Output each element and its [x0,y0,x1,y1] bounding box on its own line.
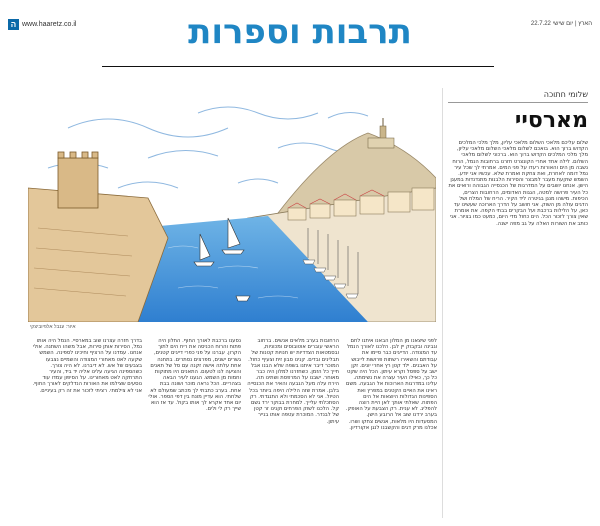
column-divider [442,88,443,518]
dateline: הארץ | יום שישי 22.7.22 [530,21,592,27]
illustration-credit: איור: ענבל אלפיוביצקי [30,324,76,330]
text-column-2: לפני שיצאנו מן המלון הבאנו איתנו לחם וגבינה ובקבוק יין לבן. הלכנו לאורך הנמל עד המצודה. הדייגים כבר סיימו את עבודתם והשאירו רשתות פרושות לייבוש על האבנים. ילד קטן רץ אחרי יונים. זקן ישב על ספסל וקרא עיתון. הכל היה שקט כל כך, כאילו העיר עצרה את נשימתה. עלינו במדרגות הארוכות אל הגבעה. משם ראינו את האיים הקטנים במפרץ ואת הספינות הגדולות היוצאות אל הים הפתוח. שאלתי אותך לאן היית רוצה להפליג. לא ענית. רק הצבעת על האופק. בערב ירדנו שוב אל הרובע הישן. המסעדות היו מלאות, אנשים צחקו ושרו. אכלנו מרק דגים והקשבנו לנגן אקורדיון. [345,338,437,431]
haaretz-logo-icon: ה [8,19,19,30]
column-heading: שלומי חתוכה [543,90,588,99]
text-column-3: הרחובות בערב מלאים אנשים. ברחוב הראשי עוברים אוטובוסים ומכוניות, ובסמטאות הצדדיות יש חנויות קטנות של תבלינים ובדים. קנינו סבון זית וצעיף כחול. המוכר דיבר איתנו בשפה שלא הבנו אבל חייך כל הזמן. כשחזרנו למלון היה כבר מאוחר. ישבנו על המרפסת ושתינו תה. הירח עלה מעל הגבעה והאיר את הכנסייה בלבן. אמרת שזה הלילה היפה ביותר בכל הטיול. אני לא הסכמתי ולא התנגדתי. רק הסתכלתי עלייך. למחרת בבוקר ירד גשם קל. הלכנו לשוק הפרחים וקנינו זר קטן של לבנדר. המוכרת עטפה אותו בנייר עיתון. [247,338,339,425]
text-column-5: בדרך חזרה עצרנו שוב במארסיי. הנמל היה אותו נמל, הסירות אותן סירות, אבל משהו השתנה. אולי אנחנו. עמדנו על הרציף וחיכינו לספינה. השמש שקעה לאט מאחורי המצודה והשמיים נצבעו בצבעים של אש. לא דיברנו. לא היה צורך. כשהספינה הגיעה עלינו אליה יד ביד, והעיר התרחקה לאט מאחורינו. על הסיפון עמדו עוד נוסעים שצילמו את האורות הנדלקים לאורך החוף. אני לא צילמתי. רציתי לזכור את זה רק בעיניים. [32,338,142,394]
text-column-right: שלום עליכם מלאכי השלום מלאכי עליון, מלך מלכי המלכים הקדוש ברוך הוא. בואכם לשלום מלאכי השלום מלאכי עליון, מלך מלכי המלכים הקדוש ברוך הוא. ברכוני לשלום מלאכי השלום. לילה אחד אחרי הקונצרט חזרנו ברחובות הנמל, הרוח נשבה מן הים והאורות רעדו על פני המים. אמרתי לך שכל עיר נמל דומה לאחרת, ואת צחקת ואמרת שלא. עכשיו אני יודע. השמש שוקעת מעבר למבצר והסירות הלבנות מתנדנדות במעגן הישן. אנחנו יושבים על המדרגות של הכנסייה הגבוהה ורואים את כל העיר פרושה למטה, הגגות האדומים, הרחובות הצרים, הכיפות. מישהו מנגן בגיטרה ליד הקיר. הריח של המלח ושל הדגים עולה מן השוק. אני חושב על הדרך הארוכה שעשינו עד כאן, על הלילות ברכבת ועל הבקרים בבתי הקפה. את אומרת שאין צורך לזכור הכל. הים כחול מדי היום, כמעט כמו בציור. אני כותב את השורות האלה על גב מפה ישנה. [448,140,588,227]
marseille-harbor-illustration [28,88,436,322]
site-url-text: www.haaretz.co.il [22,20,77,28]
site-url[interactable] [8,18,118,30]
poem-title: מארסיי [514,108,588,133]
section-title: תרבות וספרות [188,12,412,52]
header-rule [102,66,494,67]
text-column-4: נסענו ברכבת לאורך החוף. החלון היה פתוח והרוח הכניסה את ריח הים לתוך הקרון. עברנו על פני כפרי דייגים קטנים, גשרים ישנים, מפרצים נסתרים. בתחנה אחת עלתה אישה זקנה עם סל של תאנים והציעה לנו לטעום. התאנים היו מתוקות וחמות מן השמש. הגענו לעיר הבאה בצהריים. הכל נראה מוכר ושונה בבת אחת. בערב כתבתי לך מכתב שמעולם לא שלחתי. הוא עדיין מונח בין דפי הספר. אולי יום אחד אקרא לך אותו בקול. עד אז הוא שייך רק לי ולים. [148,338,241,413]
column-rule [448,102,588,103]
